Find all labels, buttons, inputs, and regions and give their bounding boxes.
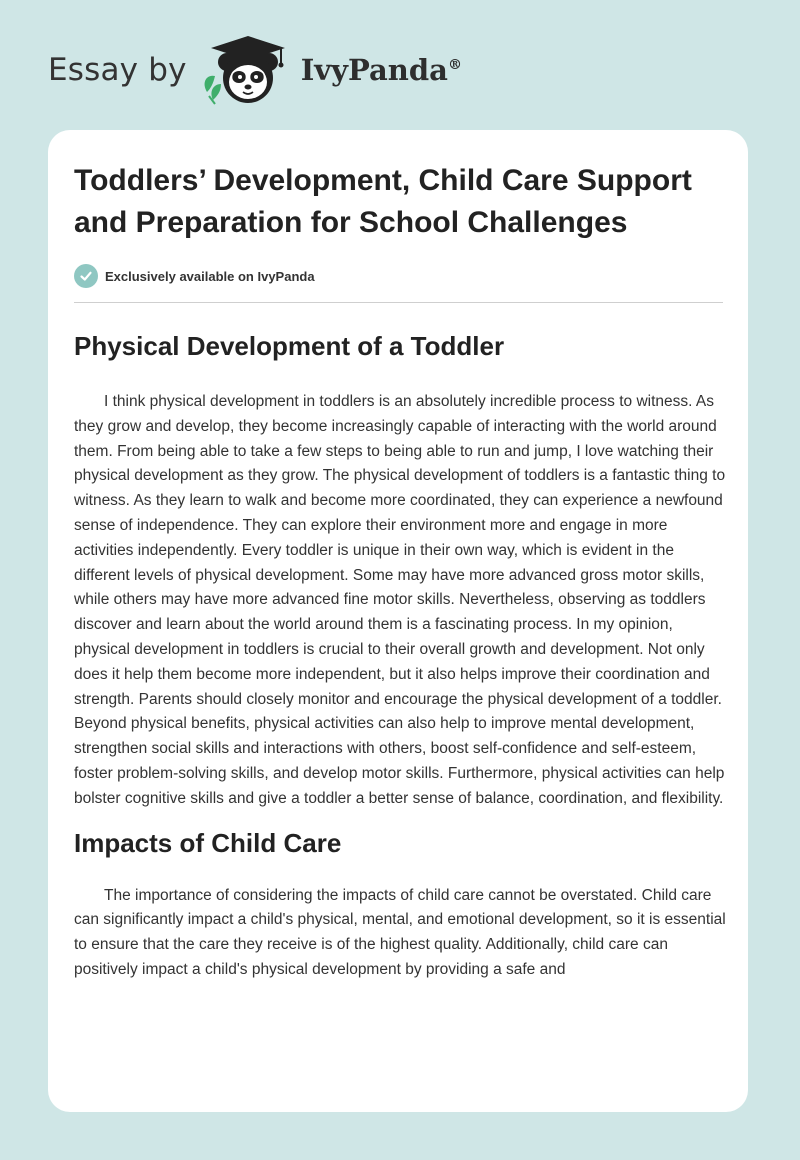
brand-text: IvyPanda: [300, 53, 448, 87]
exclusive-badge: [74, 264, 722, 288]
article-card: [48, 130, 748, 1112]
panda-graduate-logo-icon[interactable]: [199, 30, 295, 110]
section-paragraph-physical-development: I think physical development in toddlers is an absolutely incredible process to witness. As they grow and develop, they become increasingly capable of interacting with the world around them. From being able to take a few steps to being able to run and jump, I love watching their physical development as they grow. The physical development of toddlers is a fantastic thing to witness. As they learn to walk and become more coordinated, they can experience a newfound sense of independence. They can explore their environment more and engage in more activities independently. Every toddler is unique in their own way, which is evident in the different levels of physical development. Some may have more advanced gross motor skills, while others may have more advanced fine motor skills. Nevertheless, observing as toddlers discover and learn about the world around them is a fascinating process. In my opinion, physical development in toddlers is crucial to their overall growth and development. Not only does it help them become more independent, but it also helps improve their coordination and strength. Parents should closely monitor and encourage the physical development of a toddler. Beyond physical benefits, physical activities can also help to improve mental development, strengthen social skills and interactions with others, boost self-confidence and self-esteem, foster problem-solving skills, and develop motor skills. Furthermore, physical activities can help bolster cognitive skills and give a toddler a better sense of balance, coordination, and flexibility.: [74, 393, 726, 807]
exclusive-badge-text: Exclusively available on IvyPanda: [105, 268, 315, 284]
section-heading-impacts-of-child-care: Impacts of Child Care: [74, 827, 342, 858]
article-title: Toddlers’ Development, Child Care Support and Preparation for School Challenges: [74, 164, 692, 239]
divider: [74, 302, 723, 303]
registered-mark: ®: [447, 57, 462, 73]
site-header: [48, 30, 648, 110]
section-heading-physical-development: Physical Development of a Toddler: [74, 331, 505, 361]
section-paragraph-impacts-of-child-care: The importance of considering the impacts of child care cannot be overstated. Child care can significantly impact a child's physical, mental, and emotional development, so it is essential to ensure that the care they receive is of the highest quality. Additionally, child care can positively impact a child's physical development by providing a safe and: [74, 886, 726, 978]
check-circle-icon: [74, 264, 98, 288]
essay-by-label: Essay by: [48, 52, 187, 88]
brand-name[interactable]: [301, 53, 462, 87]
